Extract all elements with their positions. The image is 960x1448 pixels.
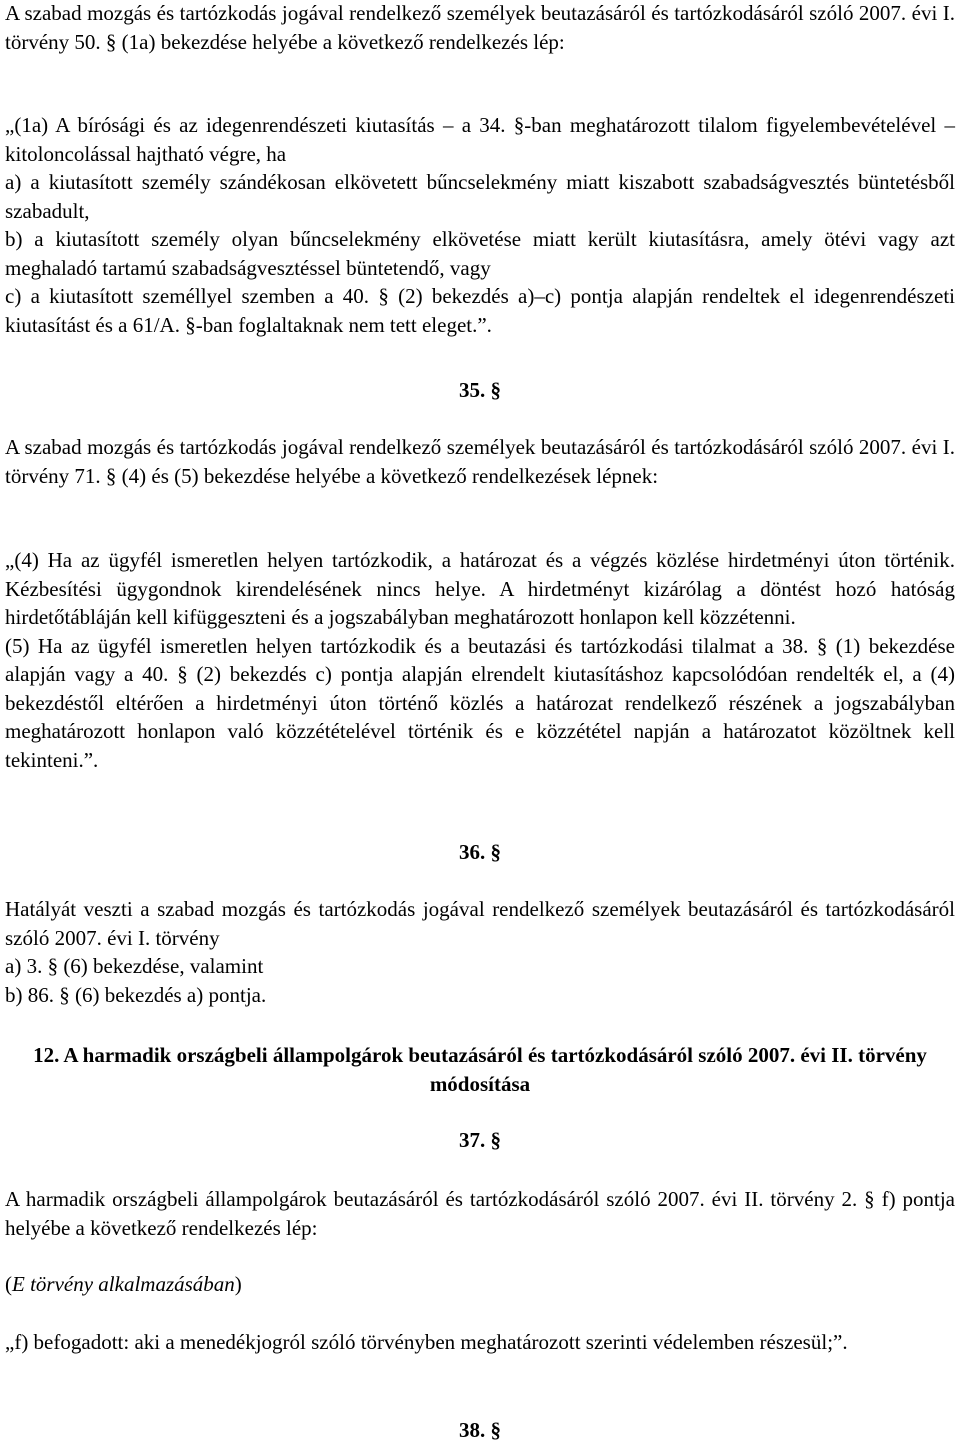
section-34-quoted-provision xyxy=(5,111,955,339)
quote-paragraph-1a: „(1a) A bírósági és az idegenrendészeti kiutasítás – a 34. §-ban meghatározott tilalom figyelembevételével – kitoloncolással hajtható végre, ha xyxy=(5,113,955,166)
section-37-context xyxy=(5,1270,955,1299)
paragraph: A szabad mozgás és tartózkodás jogával rendelkező személyek beutazásáról és tartózkodásáról szóló 2007. évi I. törvény 50. § (1a) bekezdése helyébe a következő rendelkezés lép: xyxy=(5,1,955,54)
section-35-amendment-intro xyxy=(5,433,955,490)
section-36-body xyxy=(5,895,955,1009)
repeal-point-b: b) 86. § (6) bekezdés a) pontja. xyxy=(5,982,267,1007)
section-title: 38. § xyxy=(459,1418,501,1442)
context-line xyxy=(5,1270,955,1299)
quote-point-a: a) a kiutasított személy szándékosan elkövetett bűncselekmény miatt kiszabott szabadságvesztés büntetésből szabadult, xyxy=(5,170,955,223)
section-35-heading xyxy=(5,376,955,404)
chapter-title: 12. A harmadik országbeli állampolgárok beutazásáról és tartózkodásáról szóló 2007. évi II. törvény módosítása xyxy=(33,1043,927,1096)
paragraph: A harmadik országbeli állampolgárok beutazásáról és tartózkodásáról szóló 2007. évi II. törvény 2. § f) pontja helyébe a következő rendelkezés lép: xyxy=(5,1187,955,1240)
quote-point-b: b) a kiutasított személy olyan bűncselekmény elkövetése miatt került kiutasításra, amely ötévi vagy azt meghaladó tartamú szabadságvesztéssel büntetendő, vagy xyxy=(5,227,955,280)
section-38-heading xyxy=(5,1416,955,1444)
section-title: 37. § xyxy=(459,1128,501,1152)
quote-paragraph-4: „(4) Ha az ügyfél ismeretlen helyen tartózkodik, a határozat és a végzés közlése hirdetményi úton történik. Kézbesítési ügygondnok kirendelésének nincs helye. A hirdetményt kizárólag a döntést hozó hatóság hirdetőtábláján kell kifüggeszteni és a jogszabályban meghatározott honlapon kell közzétenni. xyxy=(5,548,955,629)
quote-paragraph-5: (5) Ha az ügyfél ismeretlen helyen tartózkodik és a beutazási és tartózkodási tilalmat a 38. § (1) bekezdése alapján vagy a 40. § (2) bekezdés c) pontja alapján elrendelt kiutasításhoz kapcsolódóan rendelték el, a (4) bekezdéstől eltérően a hirdetményi úton történő közlés a határozat rendelkező részének a jogszabályban meghatározott honlapon való közzétételével történik és e közzététel napján a határozatot közöltnek kell tekinteni.”. xyxy=(5,633,955,772)
section-title: 35. § xyxy=(459,378,501,402)
repeal-point-a: a) 3. § (6) bekezdése, valamint xyxy=(5,954,264,978)
section-34-amendment-intro xyxy=(5,0,955,56)
paragraph: Hatályát veszti a szabad mozgás és tartózkodás jogával rendelkező személyek beutazásáról és tartózkodásáról szóló 2007. évi I. törvény xyxy=(5,897,955,950)
chapter-12-heading xyxy=(5,1041,955,1099)
section-35-quoted-provision xyxy=(5,546,955,774)
section-37-amendment-intro xyxy=(5,1185,955,1242)
context-text: E törvény alkalmazásában xyxy=(12,1272,235,1296)
quote-point-f: „f) befogadott: aki a menedékjogról szóló törvényben meghatározott szerinti védelemben részesül;”. xyxy=(5,1330,848,1354)
section-title: 36. § xyxy=(459,840,501,864)
section-37-heading xyxy=(5,1126,955,1154)
section-37-quoted-provision xyxy=(5,1328,955,1357)
paragraph: A szabad mozgás és tartózkodás jogával rendelkező személyek beutazásáról és tartózkodásáról szóló 2007. évi I. törvény 71. § (4) és (5) bekezdése helyébe a következő rendelkezések lépnek: xyxy=(5,435,955,488)
quote-point-c: c) a kiutasított személlyel szemben a 40. § (2) bekezdés a)–c) pontja alapján rendeltek el idegenrendészeti kiutasítást és a 61/A. §-ban foglaltaknak nem tett eleget.”. xyxy=(5,284,955,337)
context-open-paren: ( xyxy=(5,1272,12,1296)
context-close-paren: ) xyxy=(234,1272,242,1296)
section-36-heading xyxy=(5,838,955,866)
